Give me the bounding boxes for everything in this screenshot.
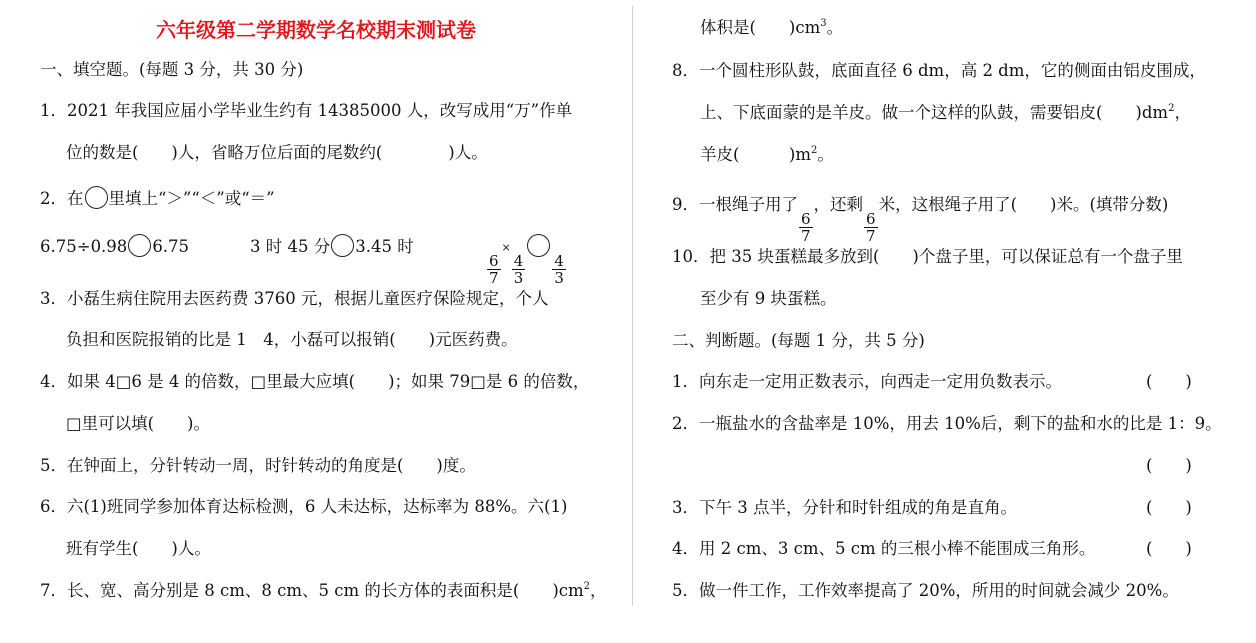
superscript: 2 bbox=[583, 581, 591, 592]
judgement-1-answer: ( ) bbox=[1146, 372, 1192, 391]
question-7-tail: ， bbox=[590, 581, 607, 600]
question-2 bbox=[40, 186, 275, 210]
question-9 bbox=[672, 194, 1168, 244]
section-true-false-heading: 二、判断题。(每题 1 分，共 5 分) bbox=[672, 331, 925, 350]
judgement-3-answer: ( ) bbox=[1146, 498, 1192, 517]
question-5: 5．在钟面上，分针转动一周，时针转动的角度是( )度。 bbox=[40, 456, 476, 475]
question-4-line-2: □里可以填( )。 bbox=[66, 414, 210, 433]
comparison-2 bbox=[250, 234, 414, 258]
judgement-4-answer: ( ) bbox=[1146, 539, 1192, 558]
question-8-line-3 bbox=[700, 144, 834, 166]
fraction-denominator: 7 bbox=[866, 227, 876, 245]
question-7-volume-tail: 。 bbox=[826, 18, 844, 37]
fraction bbox=[799, 211, 813, 244]
fraction bbox=[512, 253, 526, 286]
question-8-tail: ， bbox=[1174, 103, 1191, 122]
page-title: 六年级第二学期数学名校期末测试卷 bbox=[156, 18, 476, 42]
question-6-line-2: 班有学生( )人。 bbox=[66, 539, 211, 558]
question-7-line-1 bbox=[40, 580, 607, 602]
superscript: 2 bbox=[1168, 103, 1175, 114]
judgement-2-answer: ( ) bbox=[1146, 456, 1192, 475]
question-8-text: 上、下底面蒙的是羊皮。做一个这样的队鼓，需要铝皮( )dm bbox=[700, 103, 1169, 122]
judgement-3: 3．下午 3 点半，分针和时针组成的角是直角。 bbox=[672, 498, 1017, 517]
question-9-middle: ，还剩 bbox=[813, 195, 864, 214]
question-9-suffix: 米，这根绳子用了( )米。(填带分数) bbox=[878, 195, 1169, 214]
judgement-5: 5．做一件工作，工作效率提高了 20%，所用的时间就会减少 20%。 bbox=[672, 581, 1179, 600]
fraction-numerator: 6 bbox=[866, 210, 876, 228]
fraction-numerator: 4 bbox=[554, 252, 564, 270]
question-3-line-1: 3．小磊生病住院用去医药费 3760 元，根据儿童医疗保险规定，个人 bbox=[40, 289, 549, 308]
fraction-numerator: 6 bbox=[489, 252, 499, 270]
question-10-line-1: 10．把 35 块蛋糕最多放到( )个盘子里，可以保证总有一个盘子里 bbox=[672, 247, 1183, 266]
superscript: 2 bbox=[811, 145, 818, 156]
question-8-sheepskin-tail: 。 bbox=[817, 145, 834, 164]
question-7-volume-text: 体积是( )cm bbox=[700, 18, 821, 37]
superscript: 3 bbox=[820, 18, 827, 29]
question-7-text: 7．长、宽、高分别是 8 cm、8 cm、5 cm 的长方体的表面积是( )cm bbox=[40, 581, 584, 600]
judgement-1: 1．向东走一定用正数表示，向西走一定用负数表示。 bbox=[672, 372, 1062, 391]
comparison-3 bbox=[486, 234, 567, 286]
question-1-line-1: 1．2021 年我国应届小学毕业生约有 14385000 人，改写成用“万”作单 bbox=[40, 101, 573, 120]
question-4-line-1: 4．如果 4□6 是 4 的倍数，□里最大应填( )；如果 79□是 6 的倍数， bbox=[40, 372, 590, 391]
question-8-sheepskin-text: 羊皮( )m bbox=[700, 145, 812, 164]
question-7-line-2 bbox=[700, 17, 843, 39]
question-1-line-2: 位的数是( )人，省略万位后面的尾数约( )人。 bbox=[66, 143, 488, 162]
circle-icon bbox=[128, 234, 151, 257]
question-8-line-2 bbox=[700, 102, 1191, 124]
fraction-numerator: 6 bbox=[801, 210, 811, 228]
question-3-line-2: 负担和医院报销的比是 1 4，小磊可以报销( )元医药费。 bbox=[66, 330, 518, 349]
comparison-1 bbox=[40, 234, 189, 258]
right-column bbox=[634, 0, 1256, 643]
fraction-denominator: 7 bbox=[801, 227, 811, 245]
question-8-line-1: 8．一个圆柱形队鼓，底面直径 6 dm，高 2 dm，它的侧面由铝皮围成， bbox=[672, 61, 1206, 80]
fraction-denominator: 3 bbox=[554, 269, 564, 287]
comparison-1-right: 6.75 bbox=[152, 237, 190, 256]
column-divider bbox=[632, 6, 633, 606]
comparison-1-left: 6.75÷0.98 bbox=[40, 237, 128, 256]
circle-icon bbox=[85, 186, 108, 209]
fraction bbox=[864, 211, 878, 244]
fraction bbox=[487, 253, 501, 286]
fraction-denominator: 7 bbox=[489, 269, 499, 287]
fraction bbox=[552, 253, 566, 286]
question-2-suffix: 里填上“＞”“＜”或“＝” bbox=[108, 189, 275, 208]
fraction-numerator: 4 bbox=[513, 252, 524, 270]
judgement-4: 4．用 2 cm、3 cm、5 cm 的三根小棒不能围成三角形。 bbox=[672, 539, 1096, 558]
judgement-2: 2．一瓶盐水的含盐率是 10%，用去 10%后，剩下的盐和水的比是 1：9。 bbox=[672, 414, 1222, 433]
comparison-2-left: 3 时 45 分 bbox=[250, 237, 331, 256]
comparison-2-right: 3.45 时 bbox=[355, 237, 414, 256]
question-2-prefix: 2．在 bbox=[40, 189, 84, 208]
circle-icon bbox=[527, 234, 550, 257]
question-9-prefix: 9．一根绳子用了 bbox=[672, 195, 798, 214]
circle-icon bbox=[331, 234, 354, 257]
question-10-line-2: 至少有 9 块蛋糕。 bbox=[700, 289, 837, 308]
section-fill-in-heading: 一、填空题。(每题 3 分，共 30 分) bbox=[40, 60, 304, 79]
fraction-denominator: 3 bbox=[513, 269, 524, 287]
times-sign: × bbox=[501, 241, 511, 254]
question-6-line-1: 6．六(1)班同学参加体育达标检测，6 人未达标，达标率为 88%。六(1) bbox=[40, 497, 568, 516]
